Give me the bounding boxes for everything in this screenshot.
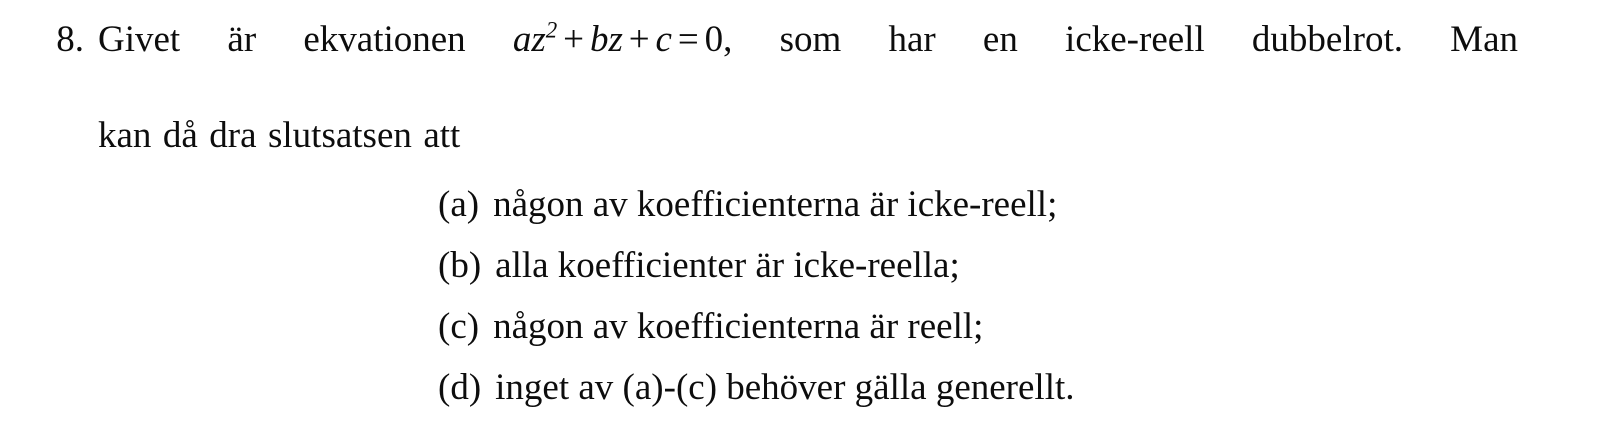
choice-d-label: (d) [438, 367, 482, 409]
choice-c[interactable] [438, 306, 1518, 348]
choice-a-text: någon av koefficienterna är icke-reell; [493, 184, 1058, 226]
choice-d[interactable] [438, 367, 1518, 409]
choice-c-text: någon av koefficienterna är reell; [493, 306, 984, 348]
choice-a-label: (a) [438, 184, 480, 226]
coefficient-c: c [655, 19, 672, 60]
statement-text-before-equation: Givet är ekvationen [98, 19, 513, 60]
choice-d-text: inget av (a)-(c) behöver gälla generellt. [495, 367, 1075, 409]
problem-body [98, 16, 1518, 409]
quadratic-equation [513, 19, 723, 60]
exponent-two: 2 [545, 17, 558, 43]
variable-z-squared-base: z [531, 19, 546, 60]
problem-statement-line-1 [98, 16, 1518, 112]
choice-c-label: (c) [438, 306, 480, 348]
problem-statement-line-2: kan då dra slutsatsen att [98, 115, 461, 157]
choice-b[interactable] [438, 245, 1518, 287]
coefficient-a: a [512, 19, 532, 60]
plus-sign-1: + [563, 19, 585, 60]
variable-z: z [608, 19, 623, 60]
equals-sign: = [677, 19, 699, 60]
problem-statement [98, 16, 1518, 160]
problem-number: 8. [56, 19, 84, 60]
choice-b-text: alla koefficienter är icke-reella; [495, 245, 960, 287]
plus-sign-2: + [628, 19, 650, 60]
answer-choices [98, 184, 1518, 409]
problem-item [40, 16, 1560, 409]
choice-a[interactable] [438, 184, 1518, 226]
coefficient-b: b [589, 19, 609, 60]
statement-text-after-equation: , som har en icke-reell dubbelrot. Man [723, 19, 1518, 60]
right-hand-side-zero: 0 [704, 19, 724, 60]
choice-b-label: (b) [438, 245, 482, 287]
